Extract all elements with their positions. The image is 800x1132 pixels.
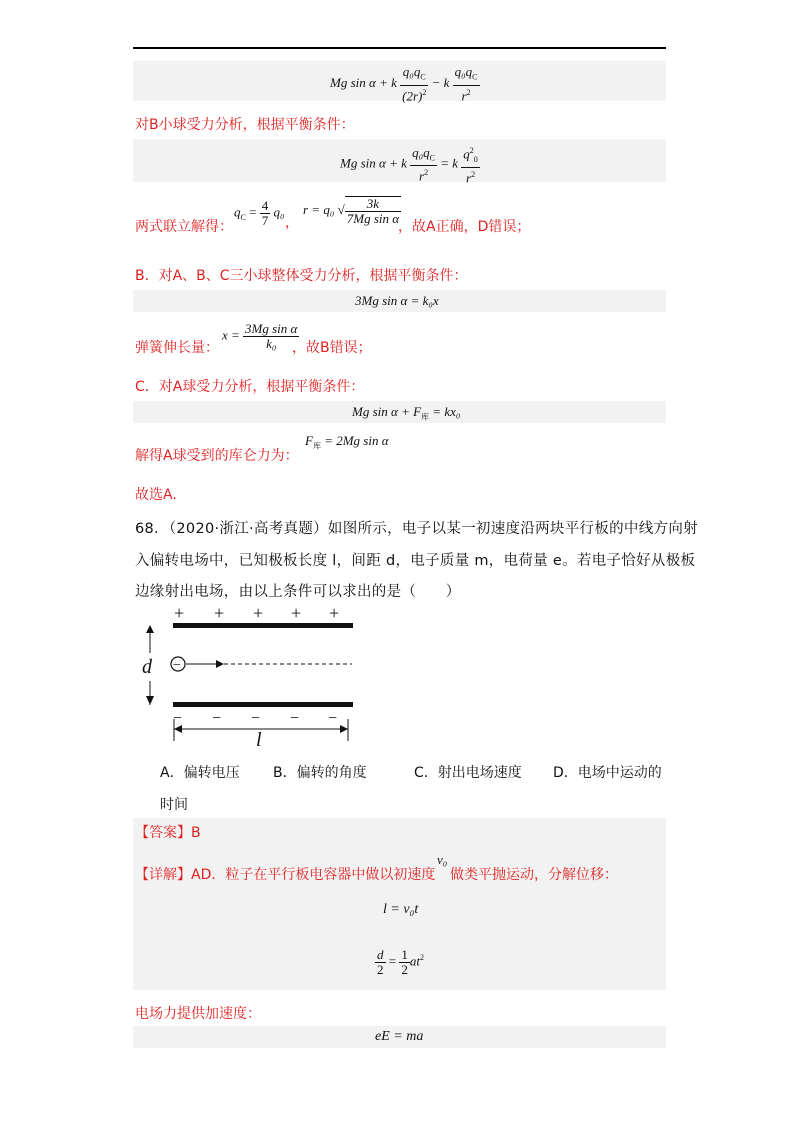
coulomb-prefix: 解得A球受到的库仑力为： [135, 448, 299, 464]
choose-line: 故选A. [135, 487, 177, 503]
plus-sign: + [214, 603, 225, 623]
force-line: 电场力提供加速度： [135, 1006, 261, 1022]
v0-symbol: v₀ [437, 852, 448, 867]
plus-sign: + [329, 603, 340, 623]
minus-sign: − [251, 710, 261, 727]
answer-line [135, 822, 201, 842]
spring-formula: x = $\frac{\text{3Mg sin α}}{\text{k₀}}$ [222, 321, 298, 351]
formula-b: Mg sin α + k $\frac{q_0q_C}{r^2}$ = k $\frac{q^2_0}{r^2}$ [340, 144, 478, 186]
formula-e: l = v₀t [383, 902, 419, 917]
plus-sign: + [253, 603, 264, 623]
question-line-3: 边缘射出电场，由以上条件可以求出的是（ ） [135, 584, 461, 600]
plus-signs [174, 603, 339, 623]
b-analysis-line: 对B小球受力分析，根据平衡条件： [135, 117, 355, 133]
minus-sign: − [328, 710, 338, 727]
label-d: d [142, 656, 152, 678]
formula-c: 3Mg sin α = k₀x [355, 293, 439, 308]
solve-comma: ， [285, 215, 299, 231]
detail-line [135, 864, 435, 884]
minus-sign: − [212, 710, 222, 727]
formula-f: $\frac{d}{2}$ = $\frac{1}{2}$ $at^2$ [377, 947, 424, 977]
plus-sign: + [291, 603, 302, 623]
header-rule [133, 47, 666, 49]
formula-g: eE = ma [375, 1029, 424, 1044]
option-b: B．偏转的角度 [273, 765, 367, 781]
formula-d: Mg $\sin \alpha + F_库 = kx_0$ [352, 404, 461, 422]
plus-sign: + [174, 603, 185, 623]
option-c: C．射出电场速度 [414, 765, 522, 781]
spring-suffix: ，故B错误； [292, 340, 372, 356]
qc-formula: $q_C$ = $\frac{4}{7}$ q₀ [234, 198, 285, 228]
detail-text-2: 做类平抛运动，分解位移： [450, 867, 618, 883]
capacitor-diagram [130, 603, 370, 748]
answer-value: B [191, 825, 201, 841]
label-l: l [256, 729, 262, 748]
formula-a: Mg sin α + k $\frac{q_0q_C}{(2r)^2}$ − k $\frac{q_0q_C}{r^2}$ [330, 64, 478, 103]
detail-text: AD．粒子在平行板电容器中做以初速度 [191, 867, 436, 883]
question-line-1: 68．（2020·浙江·高考真题）如图所示，电子以某一初速度沿两块平行板的中线方向射 [135, 521, 698, 537]
option-a: A．偏转电压 [160, 765, 240, 781]
solve-suffix: ，故A正确，D错误； [398, 219, 531, 235]
bottom-plate [173, 702, 353, 707]
minus-sign: − [290, 710, 300, 727]
option-b-line: B．对A、B、C三小球整体受力分析，根据平衡条件： [135, 268, 468, 284]
option-d-cont: 时间 [160, 797, 188, 813]
option-d: D．电场中运动的 [553, 765, 662, 781]
r-formula: r = q₀ √ $\frac{3k}{\text{7Mg sin α}}$ [303, 196, 400, 226]
option-c-line: C．对A球受力分析，根据平衡条件： [135, 379, 365, 395]
top-plate [173, 623, 353, 628]
spring-prefix: 弹簧伸长量： [135, 340, 219, 356]
question-line-2: 入偏转电场中，已知极板长度 l，间距 d，电子质量 m，电荷量 e。若电子恰好从极板 [135, 553, 696, 569]
electron-sign: − [173, 658, 181, 673]
minus-sign: − [173, 710, 183, 727]
answer-tag: 【答案】 [135, 825, 191, 841]
minus-signs [173, 710, 337, 727]
detail-tag: 【详解】 [135, 867, 191, 883]
coulomb-formula: $F_库 = 2Mg$ sin α [305, 433, 389, 451]
solve-prefix: 两式联立解得： [135, 219, 233, 235]
